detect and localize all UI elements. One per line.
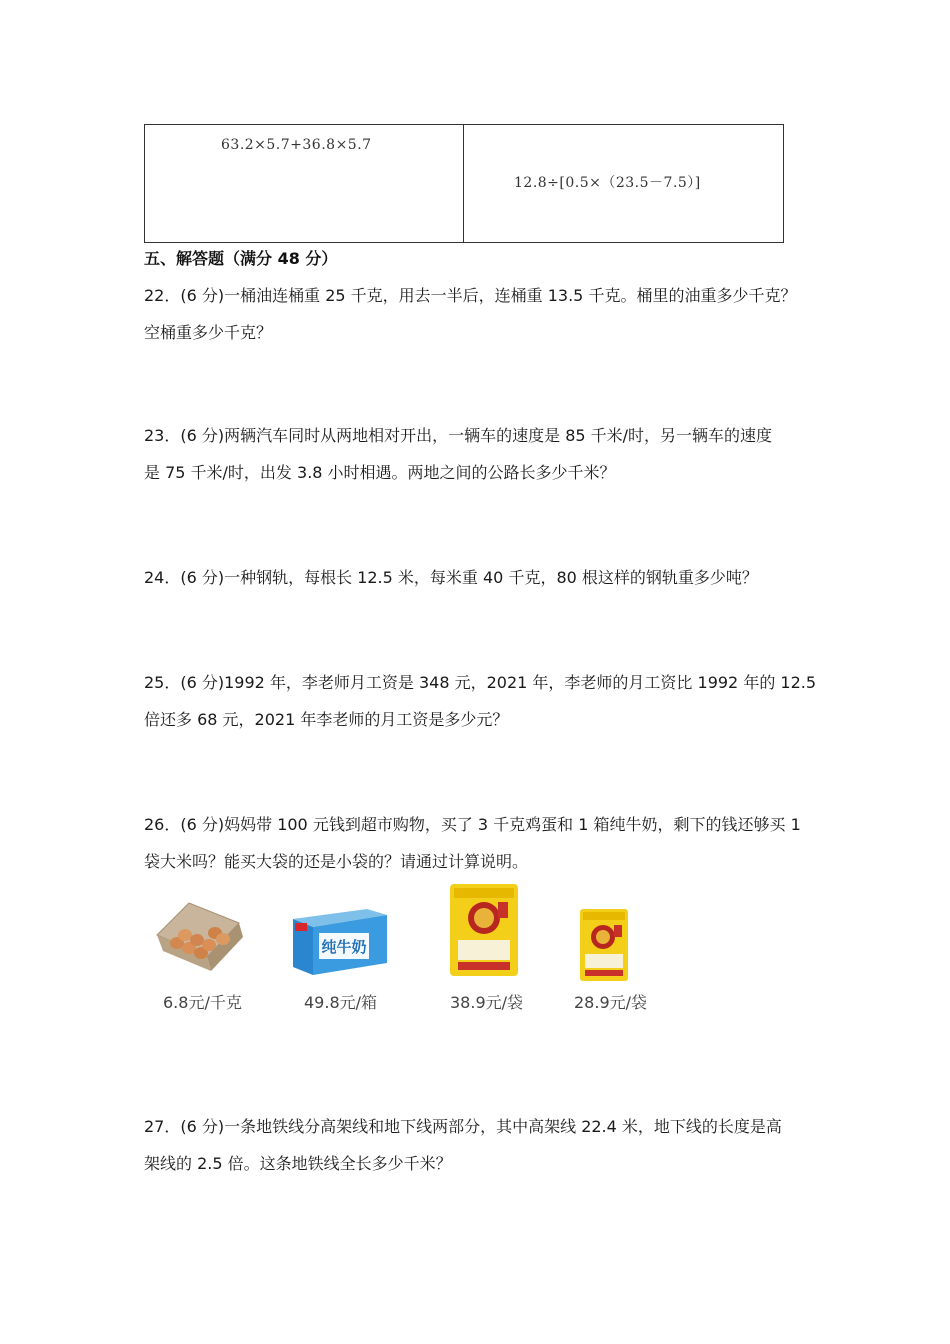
question-line: 空桶重多少千克？ — [144, 323, 273, 342]
calc-expression-right: 12.8÷[0.5×（23.5－7.5）] — [514, 175, 701, 191]
question-line: 架线的 2.5 倍。这条地铁线全长多少千米？ — [144, 1154, 452, 1173]
product-rice-small — [576, 907, 632, 987]
calculation-table — [144, 124, 784, 243]
product-price-row — [144, 885, 664, 1025]
rice-bag-large-icon — [444, 880, 524, 980]
question-line: 27．(6 分)一条地铁线分高架线和地下线两部分，其中高架线 22.4 米，地下线的长度是高 — [144, 1117, 782, 1136]
question-line: 22．(6 分)一桶油连桶重 25 千克，用去一半后，连桶重 13.5 千克。桶里的油重多少千克？ — [144, 286, 797, 305]
question-27 — [144, 1108, 809, 1182]
question-line: 23．(6 分)两辆汽车同时从两地相对开出，一辆车的速度是 85 千米/时，另一辆车的速度 — [144, 426, 773, 445]
calc-cell-right — [464, 125, 783, 242]
product-rice-large — [444, 880, 524, 984]
milk-box-icon — [289, 905, 389, 977]
rice-bag-small-icon — [576, 907, 632, 983]
question-line: 25．(6 分)1992 年，李老师月工资是 348 元，2021 年，李老师的月工资比 1992 年的 12.5 — [144, 673, 817, 692]
question-line: 倍还多 68 元，2021 年李老师的月工资是多少元？ — [144, 710, 509, 729]
question-line: 是 75 千米/时，出发 3.8 小时相遇。两地之间的公路长多少千米？ — [144, 463, 616, 482]
egg-carton-icon — [149, 895, 249, 975]
section-title: 五、解答题（满分 48 分） — [144, 249, 338, 268]
price-rice-large: 38.9元/袋 — [450, 993, 524, 1012]
question-22 — [144, 277, 809, 351]
calc-cell-left — [145, 125, 464, 242]
price-rice-small: 28.9元/袋 — [574, 993, 648, 1012]
question-23 — [144, 417, 809, 491]
price-eggs: 6.8元/千克 — [163, 993, 242, 1012]
question-24 — [144, 559, 809, 596]
question-line: 袋大米吗？能买大袋的还是小袋的？请通过计算说明。 — [144, 852, 529, 871]
question-line: 26．(6 分)妈妈带 100 元钱到超市购物，买了 3 千克鸡蛋和 1 箱纯牛奶，剩下的钱还够买 1 — [144, 815, 801, 834]
question-line: 24．(6 分)一种钢轨，每根长 12.5 米，每米重 40 千克，80 根这样的钢轨重多少吨？ — [144, 568, 758, 587]
product-milk — [289, 905, 389, 981]
price-milk: 49.8元/箱 — [304, 993, 378, 1012]
product-eggs — [149, 895, 249, 979]
question-25 — [144, 664, 817, 738]
milk-box-label: 纯牛奶 — [321, 938, 367, 956]
calc-expression-left: 63.2×5.7+36.8×5.7 — [221, 137, 372, 153]
question-26 — [144, 806, 809, 880]
